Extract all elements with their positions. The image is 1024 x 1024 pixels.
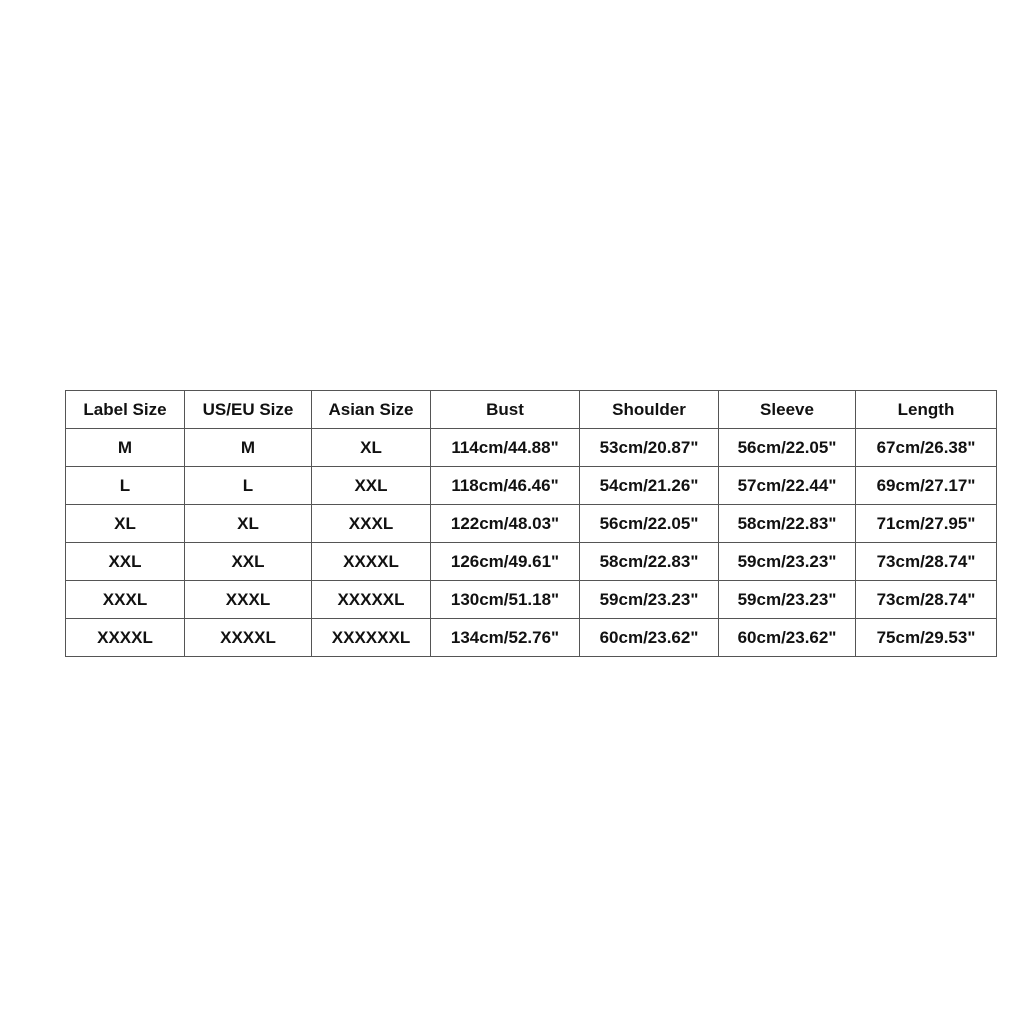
table-row <box>66 619 997 657</box>
table-cell: 114cm/44.88" <box>431 429 580 467</box>
table-row <box>66 581 997 619</box>
table-cell: XXXL <box>312 505 431 543</box>
table-cell: L <box>66 467 185 505</box>
table-row <box>66 505 997 543</box>
table-cell: 71cm/27.95" <box>856 505 997 543</box>
table-cell: XXXXL <box>312 543 431 581</box>
header-cell: Asian Size <box>312 391 431 429</box>
table-cell: XL <box>185 505 312 543</box>
table-cell: 126cm/49.61" <box>431 543 580 581</box>
table-cell: L <box>185 467 312 505</box>
header-cell: US/EU Size <box>185 391 312 429</box>
table-cell: XXXXXL <box>312 581 431 619</box>
table-cell: 122cm/48.03" <box>431 505 580 543</box>
table-cell: 60cm/23.62" <box>719 619 856 657</box>
table-cell: XL <box>66 505 185 543</box>
table-cell: XL <box>312 429 431 467</box>
table-cell: XXXL <box>185 581 312 619</box>
table-cell: 54cm/21.26" <box>580 467 719 505</box>
table-cell: XXXL <box>66 581 185 619</box>
size-chart-table <box>65 390 997 657</box>
table-cell: 73cm/28.74" <box>856 543 997 581</box>
header-cell: Sleeve <box>719 391 856 429</box>
table-cell: 60cm/23.62" <box>580 619 719 657</box>
table-cell: XXXXL <box>185 619 312 657</box>
table-cell: 73cm/28.74" <box>856 581 997 619</box>
table-cell: XXL <box>66 543 185 581</box>
table-row <box>66 429 997 467</box>
table-cell: 58cm/22.83" <box>580 543 719 581</box>
header-cell: Length <box>856 391 997 429</box>
header-cell: Shoulder <box>580 391 719 429</box>
table-cell: XXL <box>185 543 312 581</box>
table-cell: 57cm/22.44" <box>719 467 856 505</box>
table-header-row <box>66 391 997 429</box>
header-cell: Label Size <box>66 391 185 429</box>
header-cell: Bust <box>431 391 580 429</box>
table-cell: 56cm/22.05" <box>719 429 856 467</box>
table-cell: 75cm/29.53" <box>856 619 997 657</box>
table-row <box>66 467 997 505</box>
table-cell: 53cm/20.87" <box>580 429 719 467</box>
table-cell: M <box>66 429 185 467</box>
table-cell: XXXXL <box>66 619 185 657</box>
table-cell: 67cm/26.38" <box>856 429 997 467</box>
table-cell: 59cm/23.23" <box>580 581 719 619</box>
table-cell: 59cm/23.23" <box>719 543 856 581</box>
table-cell: XXL <box>312 467 431 505</box>
table-row <box>66 543 997 581</box>
table-cell: 134cm/52.76" <box>431 619 580 657</box>
table-cell: 58cm/22.83" <box>719 505 856 543</box>
table-cell: 56cm/22.05" <box>580 505 719 543</box>
table-cell: 118cm/46.46" <box>431 467 580 505</box>
table-cell: XXXXXXL <box>312 619 431 657</box>
table-cell: 130cm/51.18" <box>431 581 580 619</box>
table-cell: 59cm/23.23" <box>719 581 856 619</box>
table-cell: M <box>185 429 312 467</box>
table-cell: 69cm/27.17" <box>856 467 997 505</box>
